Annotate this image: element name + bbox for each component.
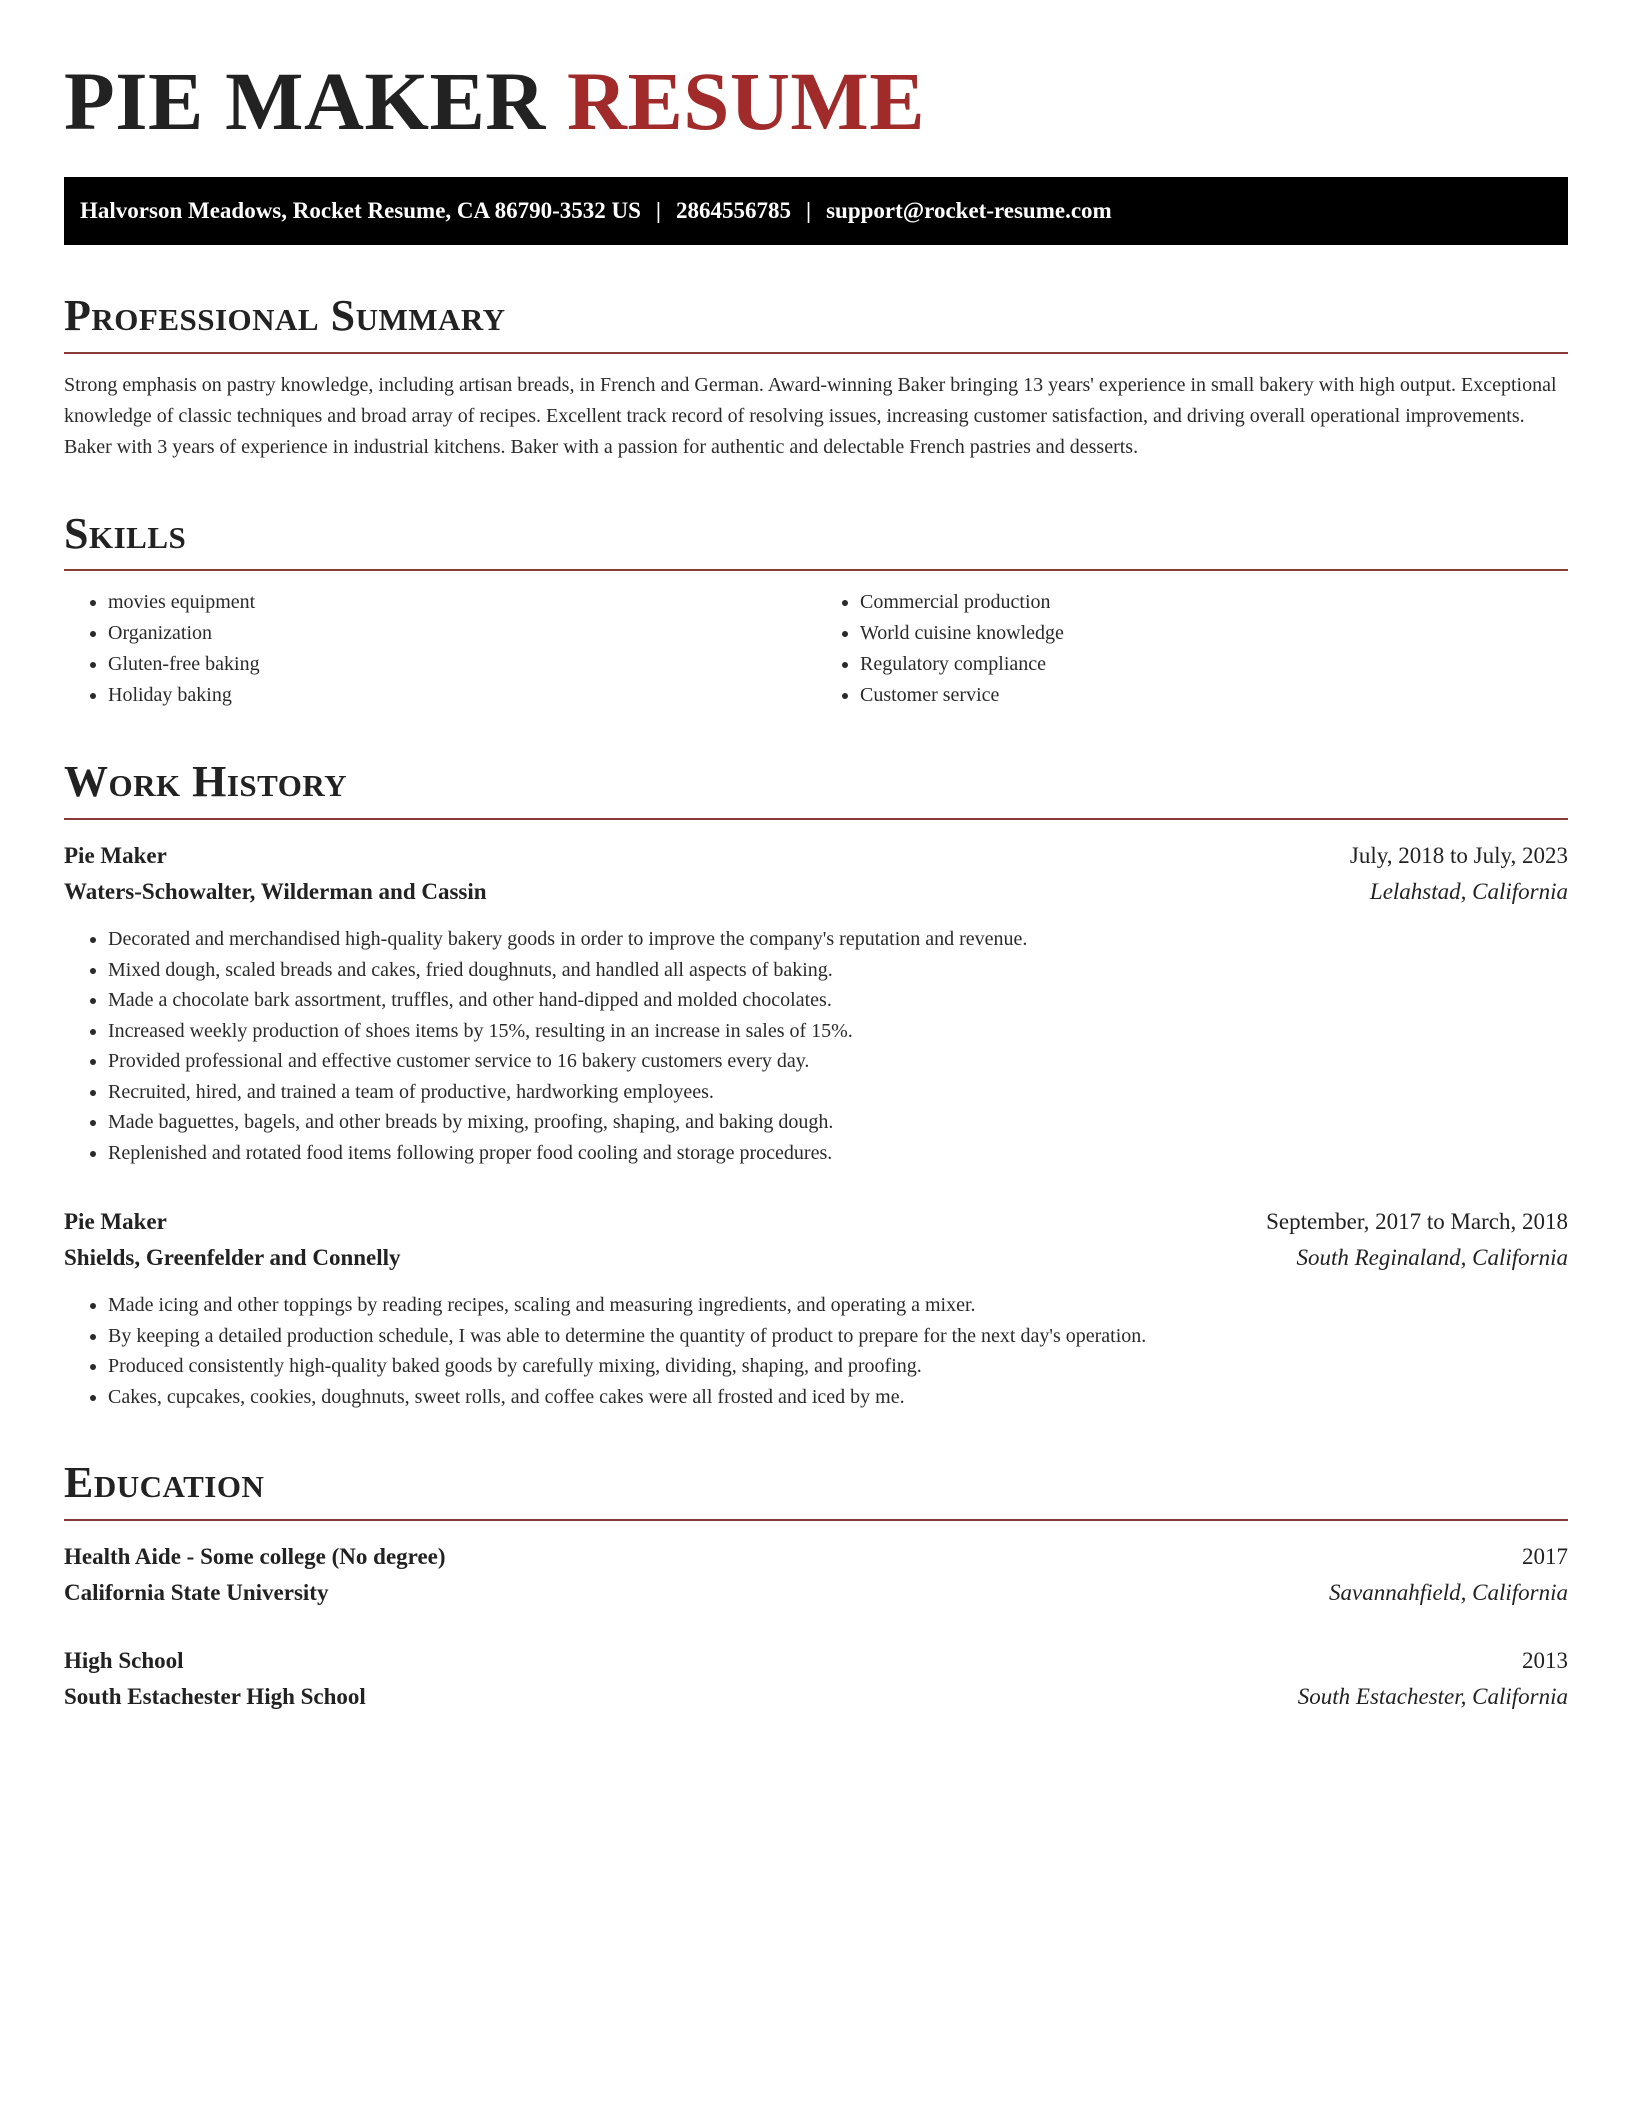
job-company-row [64,1240,1568,1276]
skills-column-right [816,587,1568,711]
resume-title [64,56,1568,147]
job-bullets [64,924,1568,1168]
education-entry [64,1539,1568,1611]
summary-heading: Professional Summary [64,291,506,341]
education-school: South Estachester High School [64,1683,366,1709]
job-bullet: • Mixed dough, scaled breads and cakes, fried doughnuts, and handled all aspects of baking. [108,955,1568,986]
contact-separator: | [655,198,661,224]
skill-item: • Gluten-free baking [108,649,816,680]
job-entry [64,838,1568,1168]
job-bullet: • Made a chocolate bark assortment, truffles, and other hand-dipped and molded chocolates. [108,985,1568,1016]
job-header-row [64,838,1568,874]
education-degree: Health Aide - Some college (No degree) [64,1543,446,1569]
job-location: South Reginaland, California [1296,1245,1568,1271]
job-location: Lelahstad, California [1369,879,1568,905]
title-main: PIE MAKER [64,55,546,147]
job-dates: September, 2017 to March, 2018 [1266,1209,1568,1235]
job-bullet: • Recruited, hired, and trained a team of productive, hardworking employees. [108,1077,1568,1108]
job-bullet: • Increased weekly production of shoes items by 15%, resulting in an increase in sales of 15%. [108,1016,1568,1047]
job-title: Pie Maker [64,1209,167,1235]
job-company: Waters-Schowalter, Wilderman and Cassin [64,879,487,905]
skill-item: • Commercial production [860,587,1568,618]
contact-bar [64,177,1568,245]
education-degree: High School [64,1647,184,1673]
job-bullet: • Replenished and rotated food items following proper food cooling and storage procedures. [108,1138,1568,1169]
contact-address: Halvorson Meadows, Rocket Resume, CA 86790-3532 US [80,198,641,224]
job-bullets [64,1290,1568,1412]
job-bullet: • By keeping a detailed production schedule, I was able to determine the quantity of product to prepare for the next day's operation. [108,1321,1568,1352]
job-bullet: • Produced consistently high-quality baked goods by carefully mixing, dividing, shaping, and proofing. [108,1351,1568,1382]
job-company: Shields, Greenfelder and Connelly [64,1245,401,1271]
education-school: California State University [64,1579,329,1605]
section-divider [64,352,1568,354]
education-year: 2017 [1522,1543,1568,1569]
education-heading: Education [64,1458,265,1508]
education-degree-row [64,1539,1568,1575]
title-accent: RESUME [567,55,926,147]
contact-phone: 2864556785 [676,198,791,224]
education-location: Savannahfield, California [1329,1579,1568,1605]
work-heading: Work History [64,757,348,807]
skills-heading: Skills [64,508,187,558]
job-entry [64,1204,1568,1412]
job-title: Pie Maker [64,843,167,869]
education-section [64,1458,1568,1715]
job-bullet: • Provided professional and effective customer service to 16 bakery customers every day. [108,1046,1568,1077]
section-divider [64,569,1568,571]
work-section [64,757,1568,1412]
section-divider [64,818,1568,820]
summary-text: Strong emphasis on pastry knowledge, including artisan breads, in French and German. Award-winning Baker bringing 13 years' experience in small bakery with high output. Exceptional knowledge of classic techniques and broad array of recipes. Excellent track record of resolving issues, increasing customer satisfaction, and driving overall operational improvements. Baker with 3 years of experience in industrial kitchens. Baker with a passion for authentic and delectable French pastries and desserts. [64,373,1557,458]
skills-grid [64,587,1568,711]
education-school-row [64,1575,1568,1611]
education-year: 2013 [1522,1647,1568,1673]
skill-item: • Holiday baking [108,680,816,711]
job-bullet: • Made baguettes, bagels, and other breads by mixing, proofing, shaping, and baking dough. [108,1107,1568,1138]
skills-section [64,509,1568,712]
skills-column-left [64,587,816,711]
skill-item: • Customer service [860,680,1568,711]
job-header-row [64,1204,1568,1240]
skill-item: • movies equipment [108,587,816,618]
job-bullet: • Cakes, cupcakes, cookies, doughnuts, sweet rolls, and coffee cakes were all frosted and iced by me. [108,1382,1568,1413]
education-entry [64,1643,1568,1715]
education-degree-row [64,1643,1568,1679]
job-dates: July, 2018 to July, 2023 [1349,843,1568,869]
skill-item: • Organization [108,618,816,649]
contact-separator: | [806,198,812,224]
job-bullet: • Decorated and merchandised high-quality bakery goods in order to improve the company's reputation and revenue. [108,924,1568,955]
skill-item: • World cuisine knowledge [860,618,1568,649]
skill-item: • Regulatory compliance [860,649,1568,680]
summary-section [64,291,1568,463]
job-bullet: • Made icing and other toppings by reading recipes, scaling and measuring ingredients, and operating a mixer. [108,1290,1568,1321]
job-company-row [64,874,1568,910]
education-location: South Estachester, California [1297,1683,1568,1709]
contact-email: support@rocket-resume.com [826,198,1112,224]
education-school-row [64,1679,1568,1715]
section-divider [64,1519,1568,1521]
